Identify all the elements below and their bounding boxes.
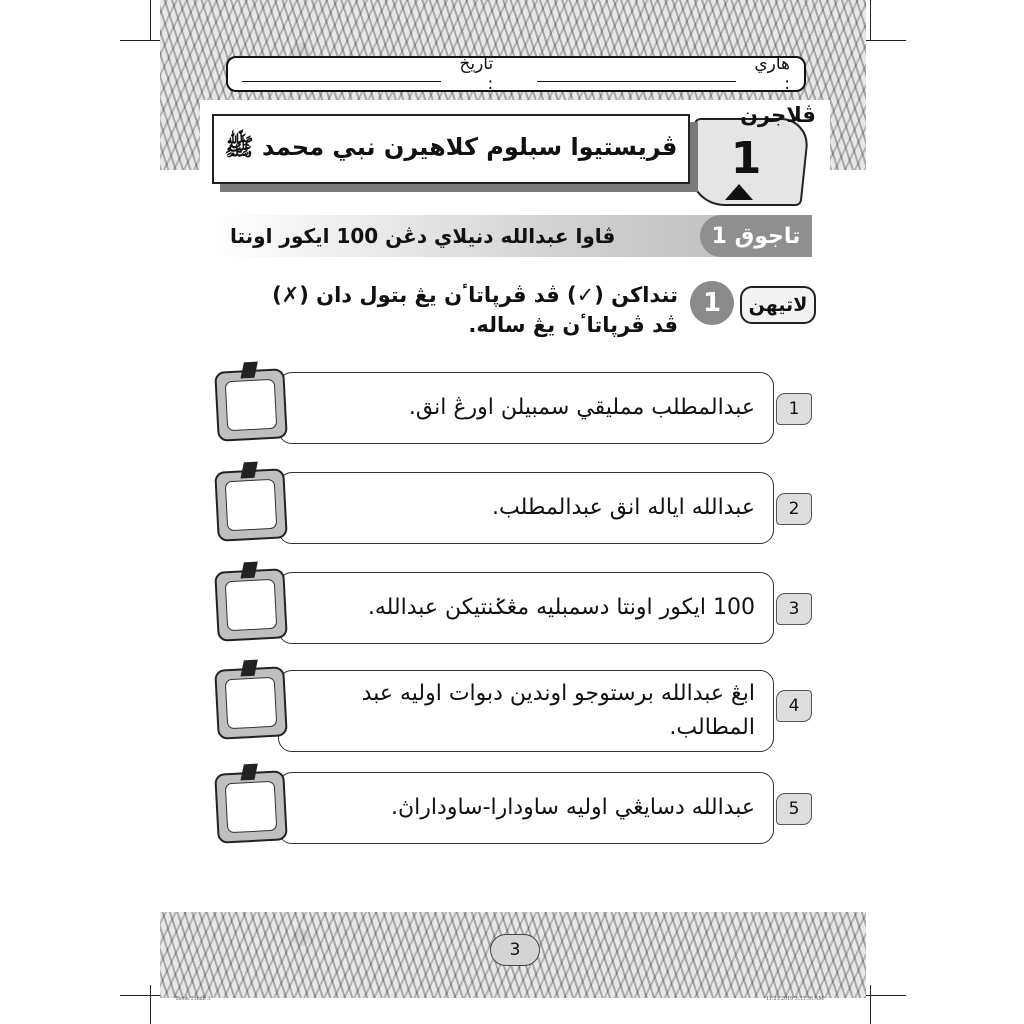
statement-text: عبدالمطلب ممليقي سمبيلن اورڠ انق.	[408, 395, 755, 420]
crop-mark	[120, 995, 160, 996]
answer-checkbox[interactable]	[214, 568, 288, 642]
tarikh-line[interactable]	[242, 67, 441, 82]
tape-icon	[240, 660, 257, 677]
checkbox-inner	[225, 479, 278, 532]
answer-checkbox[interactable]	[214, 770, 288, 844]
crop-mark	[870, 985, 871, 1024]
hari-line[interactable]	[537, 67, 736, 82]
statement-box	[278, 670, 774, 752]
triangle-icon	[725, 184, 753, 200]
name-date-bar	[226, 56, 806, 92]
crop-mark	[120, 40, 160, 41]
statement-text: ابڠ عبدالله برستوجو اوندين دبوات اوليه عبد المطالب.	[361, 681, 755, 740]
crop-mark	[150, 0, 151, 40]
tape-icon	[240, 562, 257, 579]
statement-box	[278, 772, 774, 844]
statement-text: عبدالله اياله انق عبدالمطلب.	[492, 495, 755, 520]
statement-box	[278, 372, 774, 444]
answer-checkbox[interactable]	[214, 666, 288, 740]
hari-label: هاري :	[754, 54, 790, 94]
statement-box	[278, 472, 774, 544]
answer-checkbox[interactable]	[214, 468, 288, 542]
checkbox-inner	[225, 579, 278, 632]
statement-number-badge: 3	[776, 593, 812, 625]
statement-text: 100 ايكور اونتا دسمبليه مڠݢنتيكن عبدالله.	[367, 595, 755, 620]
print-slug-left: Book 1.indb 3	[176, 996, 211, 1002]
instruction-text: تنداكن (✓) ڤد ڤرڽاتاٴن يڠ بتول دان (✗) ڤد ڤرڽاتاٴن يڠ ساله.	[272, 283, 678, 337]
statement-box	[278, 572, 774, 644]
tape-icon	[240, 462, 257, 479]
statement-number-badge: 4	[776, 690, 812, 722]
checkbox-inner	[225, 677, 278, 730]
topic-tab: تاجوق 1	[700, 215, 812, 257]
exercise-label: لاتيهن	[740, 286, 816, 324]
lesson-number: 1	[730, 133, 762, 184]
statement-number-badge: 2	[776, 493, 812, 525]
crop-mark	[866, 40, 906, 41]
lesson-title-box	[212, 114, 690, 184]
page-number: 3	[490, 934, 540, 966]
print-slug-right: 11/21/2019 3:33:36 AM	[766, 996, 824, 1002]
checkbox-inner	[225, 781, 278, 834]
exercise-number: 1	[690, 281, 734, 325]
crop-mark	[150, 985, 151, 1024]
statement-number-badge: 1	[776, 393, 812, 425]
statement-number-badge: 5	[776, 793, 812, 825]
crop-mark	[866, 995, 906, 996]
topic-title: ڤاوا عبدالله دنيلاي دڠن 100 ايكور اونتا	[230, 224, 616, 248]
answer-checkbox[interactable]	[214, 368, 288, 442]
tape-icon	[240, 764, 257, 781]
checkbox-inner	[225, 379, 278, 432]
crop-mark	[870, 0, 871, 40]
statement-text: عبدالله دسايڠي اوليه ساودارا-ساوداراڽ.	[391, 795, 755, 820]
lesson-title: ڤريستيوا سبلوم كلاهيرن نبي محمد ﷺ	[224, 132, 678, 161]
lesson-word: ڤلاجرن	[740, 103, 816, 127]
tape-icon	[240, 362, 257, 379]
tarikh-label: تاريخ :	[459, 54, 494, 94]
